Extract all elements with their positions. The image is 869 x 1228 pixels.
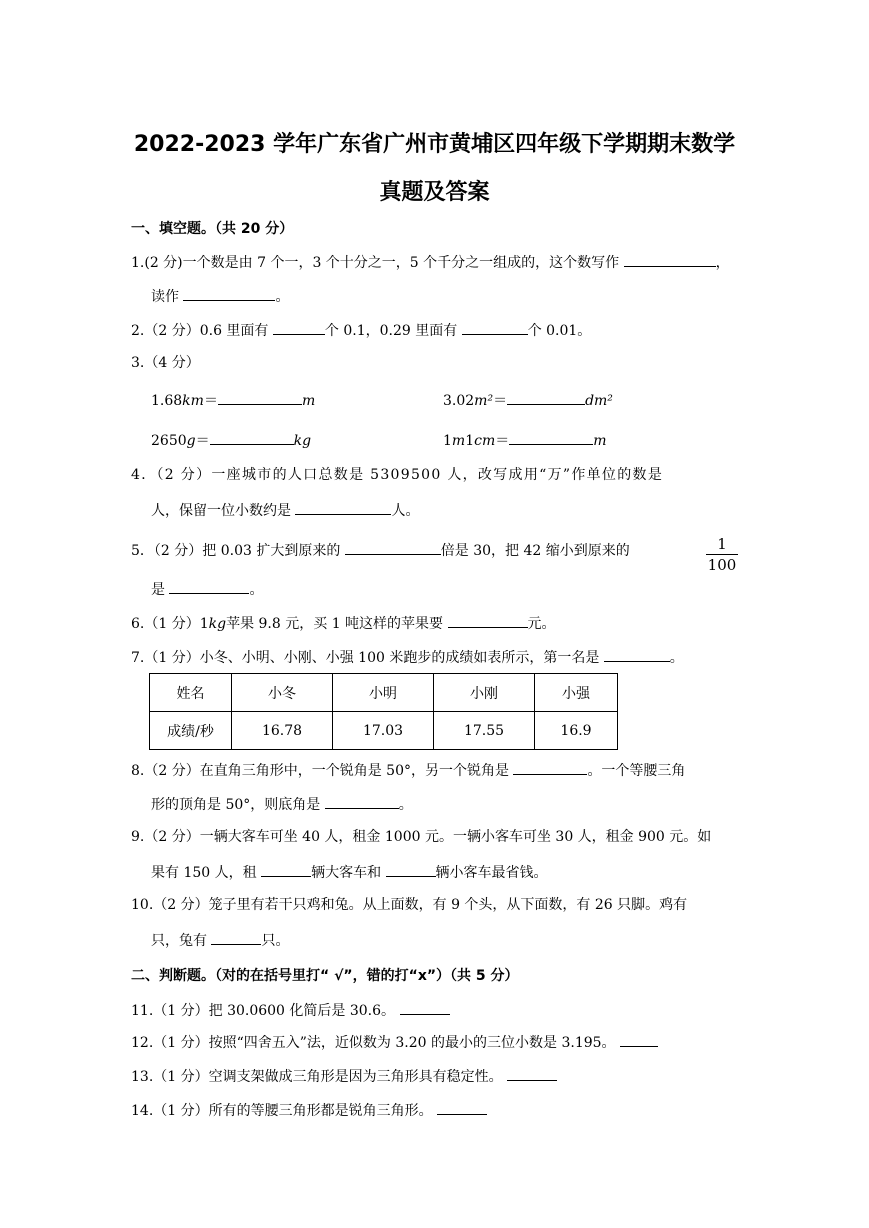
- unit: m: [451, 433, 466, 449]
- answer-blank[interactable]: [325, 794, 399, 809]
- question-8-line2: [151, 794, 413, 814]
- answer-blank[interactable]: [513, 760, 587, 775]
- answer-blank[interactable]: [295, 500, 391, 515]
- value: 2650: [151, 433, 187, 449]
- answer-blank[interactable]: [624, 252, 716, 267]
- table-cell: 小强: [535, 674, 618, 712]
- question-3-head: 3.（4 分）: [131, 355, 200, 371]
- question-10: 10.（2 分）笼子里有若干只鸡和兔。从上面数，有 9 个头，从下面数，有 26 只脚。鸡有: [131, 897, 688, 913]
- question-6-text-end: 元。: [527, 616, 556, 632]
- unit: kg: [293, 433, 312, 449]
- question-13: [131, 1066, 557, 1086]
- fraction-one-hundredth: [706, 535, 738, 574]
- page-title-line2: 真题及答案: [379, 180, 490, 205]
- question-4: 4．（2 分）一座城市的人口总数是 5309500 人，改写成用“万”作单位的数是: [131, 467, 664, 483]
- fraction-numerator: 1: [717, 535, 727, 553]
- question-2-text-end: 个 0.01。: [527, 323, 592, 339]
- page-title-line1: 2022-2023 学年广东省广州市黄埔区四年级下学期期末数学: [133, 132, 736, 157]
- question-3-item-1: [151, 390, 315, 410]
- question-11: [131, 1000, 450, 1020]
- question-2: [131, 320, 591, 340]
- equals: ＝: [493, 393, 508, 409]
- question-12-text: 12.（1 分）按照“四舍五入”法，近似数为 3.20 的最小的三位小数是 3.195。: [131, 1035, 616, 1051]
- section-heading-true-false: 二、判断题。（对的在括号里打“ √”，错的打“x”）（共 5 分）: [131, 968, 519, 984]
- table-cell: 小明: [333, 674, 434, 712]
- answer-blank[interactable]: [507, 390, 585, 405]
- answer-blank[interactable]: [210, 430, 294, 445]
- equals: ＝: [495, 433, 510, 449]
- table-cell: 16.9: [535, 712, 618, 750]
- unit: kg: [208, 616, 227, 632]
- question-10-text-end: 只。: [261, 933, 290, 949]
- question-14-text: 14.（1 分）所有的等腰三角形都是锐角三角形。: [131, 1103, 433, 1119]
- answer-blank[interactable]: [437, 1100, 487, 1115]
- question-1-line2: [151, 286, 289, 306]
- question-8: [131, 760, 685, 780]
- question-1-text: 1.(2 分)一个数是由 7 个一，3 个十分之一，5 个千分之一组成的，这个数写作: [131, 255, 620, 271]
- punctuation: 。: [669, 650, 684, 666]
- unit: m: [301, 393, 316, 409]
- answer-blank[interactable]: [345, 540, 441, 555]
- answer-blank[interactable]: [507, 1066, 557, 1081]
- question-14: [131, 1100, 487, 1120]
- question-9-text-end: 辆小客车最省钱。: [435, 865, 548, 881]
- section-heading-fill-in: 一、填空题。（共 20 分）: [131, 221, 294, 237]
- question-8-text: 形的顶角是 50°，则底角是: [151, 797, 321, 813]
- question-11-text: 11.（1 分）把 30.0600 化简后是 30.6。: [131, 1003, 396, 1019]
- question-3-item-4: [443, 430, 607, 450]
- punctuation: 。: [275, 289, 290, 305]
- question-5-text-mid: 倍是 30，把 42 缩小到原来的: [440, 543, 630, 559]
- unit: m: [593, 433, 607, 449]
- question-5: [131, 540, 630, 560]
- unit: g: [186, 433, 196, 449]
- value: 1.68: [151, 393, 183, 409]
- answer-blank[interactable]: [273, 320, 325, 335]
- answer-blank[interactable]: [183, 286, 275, 301]
- question-8-text-mid: 。一个等腰三角: [587, 763, 686, 779]
- question-2-text: 2.（2 分）0.6 里面有: [131, 323, 269, 339]
- question-5-line2: [151, 579, 263, 599]
- question-7: [131, 647, 684, 667]
- question-4-line2: [151, 500, 419, 520]
- answer-blank[interactable]: [620, 1032, 658, 1047]
- unit: dm²: [585, 393, 613, 409]
- question-10-text: 只，兔有: [151, 933, 207, 949]
- table-cell: 小刚: [434, 674, 535, 712]
- question-1-read-label: 读作: [151, 289, 179, 305]
- answer-blank[interactable]: [211, 930, 261, 945]
- question-10-line2: [151, 930, 289, 950]
- unit: m²: [474, 393, 494, 409]
- question-9-line2: [151, 862, 548, 882]
- score-table: [149, 673, 618, 750]
- punctuation: 。: [249, 582, 264, 598]
- question-6-text-mid: 苹果 9.8 元，买 1 吨这样的苹果要: [226, 616, 444, 632]
- question-6-text: 6.（1 分）1: [131, 616, 209, 632]
- unit: cm: [474, 433, 496, 449]
- answer-blank[interactable]: [169, 579, 249, 594]
- question-9-text-mid: 辆大客车和: [311, 865, 382, 881]
- answer-blank[interactable]: [261, 862, 311, 877]
- question-1: [131, 252, 730, 272]
- equals: ＝: [195, 433, 210, 449]
- table-cell: 小冬: [232, 674, 333, 712]
- question-13-text: 13.（1 分）空调支架做成三角形是因为三角形具有稳定性。: [131, 1069, 503, 1085]
- question-8-text: 8.（2 分）在直角三角形中，一个锐角是 50°，另一个锐角是: [131, 763, 509, 779]
- table-row: [150, 712, 618, 750]
- table-cell: 姓名: [150, 674, 232, 712]
- value: 1: [465, 433, 475, 449]
- table-header-row: [150, 674, 618, 712]
- question-4-text: 人，保留一位小数约是: [151, 503, 291, 519]
- punctuation: 。: [398, 797, 413, 813]
- table-cell: 17.55: [434, 712, 535, 750]
- question-12: [131, 1032, 658, 1052]
- answer-blank[interactable]: [400, 1000, 450, 1015]
- question-5-text: 是: [151, 582, 165, 598]
- question-4-text-end: 人。: [391, 503, 420, 519]
- answer-blank[interactable]: [386, 862, 436, 877]
- question-3-item-2: [443, 390, 613, 410]
- table-cell: 16.78: [232, 712, 333, 750]
- value: 3.02: [443, 393, 475, 409]
- question-7-text: 7.（1 分）小冬、小明、小刚、小强 100 米跑步的成绩如表所示，第一名是: [131, 650, 600, 666]
- fraction-denominator: 100: [707, 556, 737, 574]
- question-2-text-mid: 个 0.1，0.29 里面有: [324, 323, 458, 339]
- question-9-text: 果有 150 人，租: [151, 865, 257, 881]
- unit: km: [182, 393, 204, 409]
- question-6: [131, 613, 556, 633]
- question-9: 9.（2 分）一辆大客车可坐 40 人，租金 1000 元。一辆小客车可坐 30 人，租金 900 元。如: [131, 829, 712, 845]
- fraction-bar: [706, 554, 738, 555]
- answer-blank[interactable]: [218, 390, 302, 405]
- answer-blank[interactable]: [462, 320, 528, 335]
- punctuation: ，: [715, 255, 730, 271]
- question-3-item-3: [151, 430, 311, 450]
- question-5-text: 5．（2 分）把 0.03 扩大到原来的: [131, 543, 341, 559]
- value: 1: [443, 433, 452, 449]
- answer-blank[interactable]: [604, 647, 670, 662]
- answer-blank[interactable]: [509, 430, 593, 445]
- answer-blank[interactable]: [448, 613, 528, 628]
- table-cell: 成绩/秒: [150, 712, 232, 750]
- table-cell: 17.03: [333, 712, 434, 750]
- equals: ＝: [203, 393, 218, 409]
